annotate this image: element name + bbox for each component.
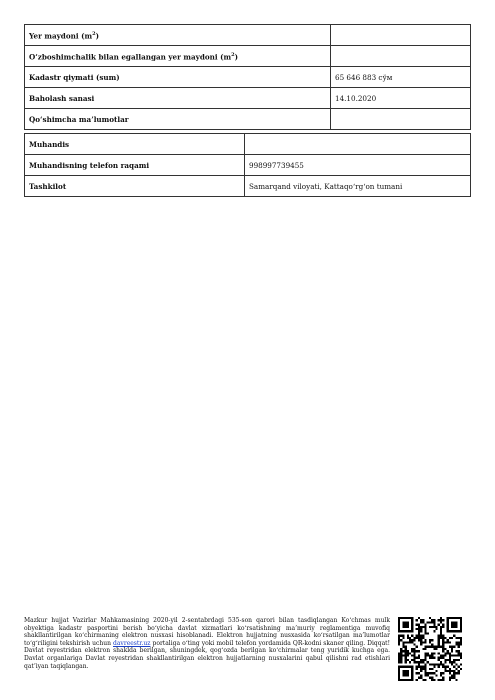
label-organization: Tashkilot [25, 176, 245, 197]
value-valuation-date: 14.10.2020 [331, 88, 471, 109]
engineer-table [24, 133, 471, 197]
value-additional-info [331, 109, 471, 130]
table-row [25, 155, 471, 176]
label-land-area: Yer maydoni $(m^2)$ [25, 25, 331, 46]
table-row [25, 134, 471, 155]
label-unauthorized-area: O‘zboshimchalik bilan egallangan yer maydoni $(m^2)$ [25, 46, 331, 67]
label-cadastral-value: Kadastr qiymati (sum) [25, 67, 331, 88]
table-row [25, 109, 471, 130]
table-row [25, 25, 471, 46]
table-row [25, 67, 471, 88]
table-row [25, 176, 471, 197]
label-engineer: Muhandis [25, 134, 245, 155]
qr-code-icon [398, 617, 462, 681]
value-engineer-phone: 998997739455 [245, 155, 471, 176]
label-additional-info: Qo‘shimcha ma’lumotlar [25, 109, 331, 130]
table-row [25, 88, 471, 109]
property-details-table [24, 24, 471, 130]
value-land-area [331, 25, 471, 46]
value-unauthorized-area [331, 46, 471, 67]
legal-notice: Mazkur hujjat Vazirlar Mahkamasining 2020-yil 2-sentabrdagi 535-son qarori bilan tasdiqlangan Ko‘chmas mulk obyektiga kadastr pasportini berish bo‘yicha davlat xizmatlari ko‘rsatishning ma’muriy reglamentiga muvofiq shakllantirilgan ko‘chirmaning elektron nusxasi hisoblanadi. Elektron hujjatning nusxasida ko‘rsatilgan ma’lumotlar to‘g‘riligini tekshirish uchun davreestr.uz portaliga o‘ting yoki mobil telefon yordamida QR-kodni skaner qiling. Diqqat! Davlat reyestridan elektron shaklda berilgan, shuningdek, qog‘ozda berilgan ko‘chirmalar teng yuridik kuchga ega. Davlat organlariga Davlat reyestridan shakllantirilgan elektron hujjatlarning nusxalarini qabul qilishni rad etishlari qat’iyan taqiqlangan. [24, 617, 390, 670]
value-engineer [245, 134, 471, 155]
davreestr-link[interactable]: davreestr.uz [113, 639, 151, 647]
label-valuation-date: Baholash sanasi [25, 88, 331, 109]
value-cadastral-value: 65 646 883 сўм [331, 67, 471, 88]
label-engineer-phone: Muhandisning telefon raqami [25, 155, 245, 176]
value-organization: Samarqand viloyati, Kattaqo‘rg‘on tumani [245, 176, 471, 197]
table-row [25, 46, 471, 67]
